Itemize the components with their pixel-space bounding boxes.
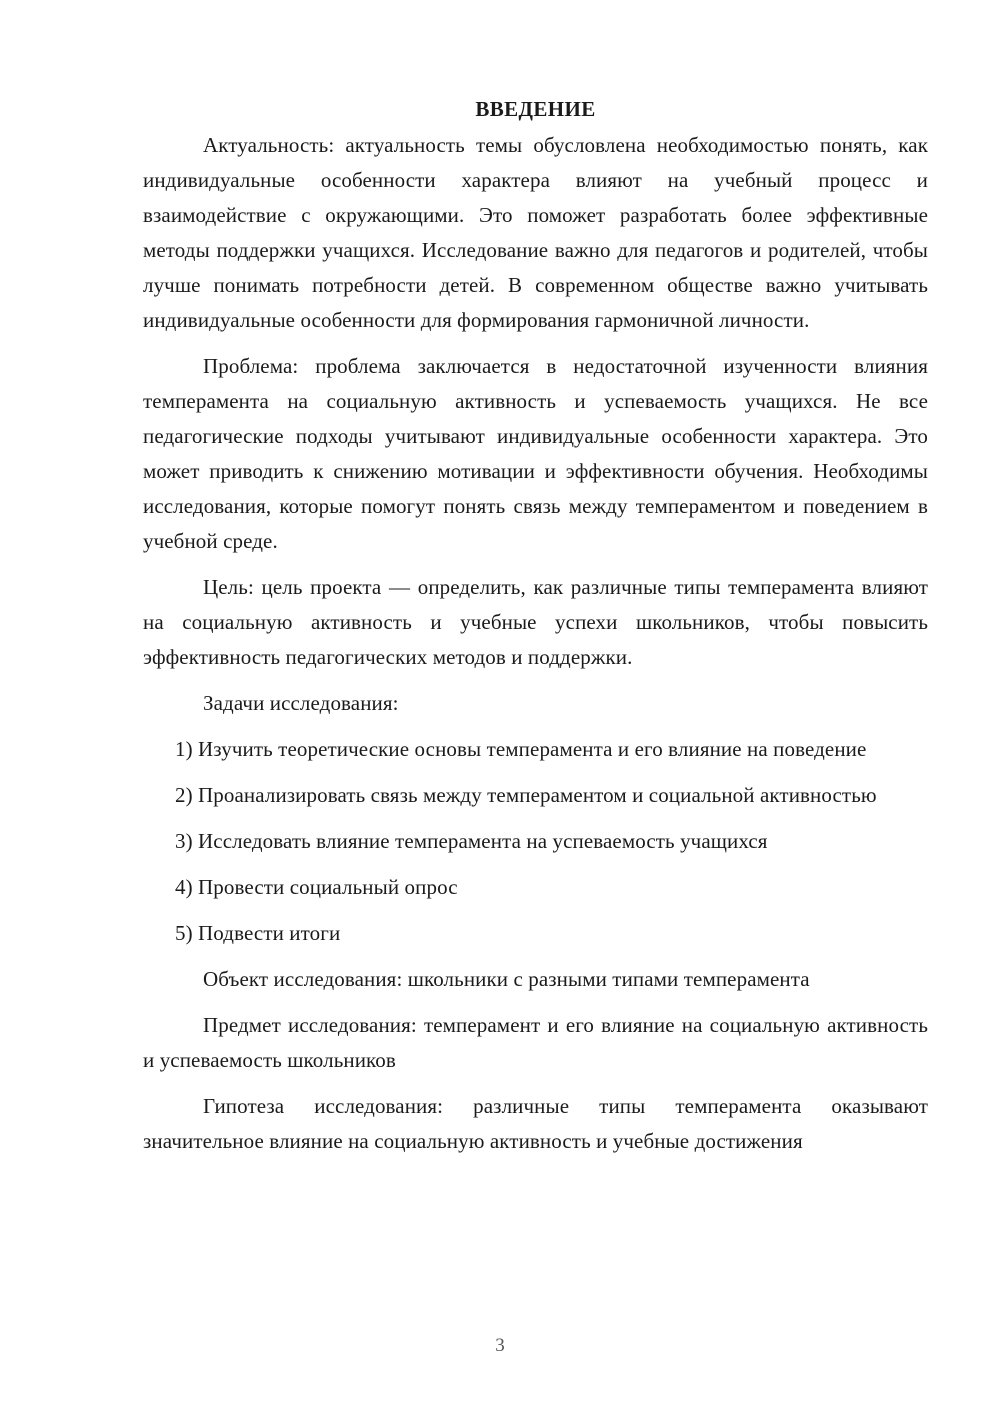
task-item: 3) Исследовать влияние темперамента на успеваемость учащихся: [175, 829, 768, 853]
task-item: 4) Провести социальный опрос: [175, 875, 458, 899]
subject-paragraph: Предмет исследования: темперамент и его влияние на социальную активность и успеваемость школьников: [143, 1013, 928, 1072]
object-paragraph: Объект исследования: школьники с разными типами темперамента: [203, 967, 810, 991]
tasks-heading: Задачи исследования:: [203, 691, 399, 715]
goal-paragraph: Цель: цель проекта — определить, как различные типы темперамента влияют на социальную активность и учебные успехи школьников, чтобы повысить эффективность педагогических методов и поддержки.: [143, 575, 928, 669]
problem-paragraph: Проблема: проблема заключается в недостаточной изученности влияния темперамента на социальную активность и успеваемость учащихся. Не все педагогические подходы учитывают индивидуальные особенности характера. Это может приводить к снижению мотивации и эффективности обучения. Необходимы исследования, которые помогут понять связь между темпераментом и поведением в учебной среде.: [143, 354, 928, 553]
task-item: 2) Проанализировать связь между темпераментом и социальной активностью: [175, 783, 877, 807]
relevance-paragraph: Актуальность: актуальность темы обусловлена необходимостью понять, как индивидуальные особенности характера влияют на учебный процесс и взаимодействие с окружающими. Это поможет разработать более эффективные методы поддержки учащихся. Исследование важно для педагогов и родителей, чтобы лучше понимать потребности детей. В современном обществе важно учитывать индивидуальные особенности для формирования гармоничной личности.: [143, 133, 928, 332]
task-item: 1) Изучить теоретические основы темперамента и его влияние на поведение: [175, 737, 867, 761]
task-item: 5) Подвести итоги: [175, 921, 341, 945]
document-page: [143, 92, 928, 1159]
page-title: ВВЕДЕНИЕ: [475, 97, 596, 121]
hypothesis-paragraph: Гипотеза исследования: различные типы темперамента оказывают значительное влияние на социальную активность и учебные достижения: [143, 1094, 928, 1153]
page-number: 3: [495, 1335, 505, 1356]
